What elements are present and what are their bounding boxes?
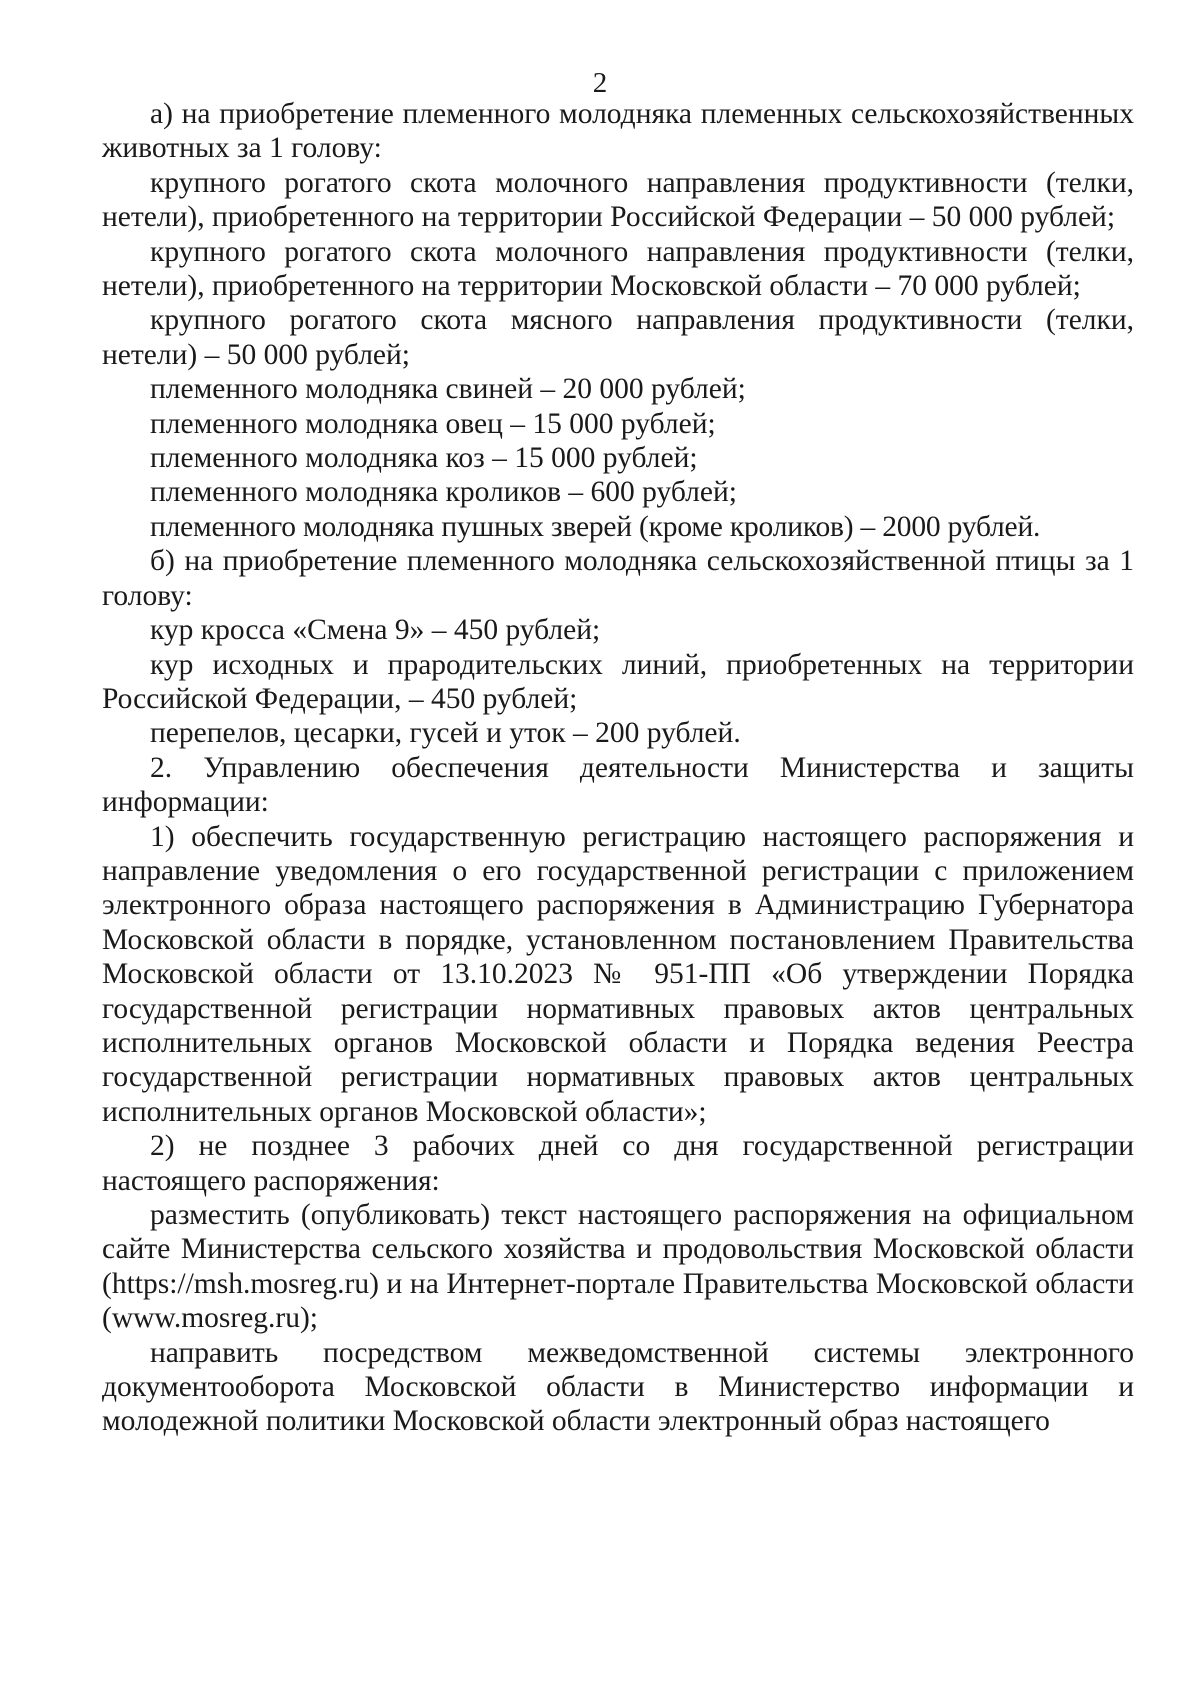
- paragraph-publish: разместить (опубликовать) текст настоящего распоряжения на официальном сайте Министерства сельского хозяйства и продовольствия Московской области (https://msh.mosreg.ru) и на Интернет-портале Правительства Московской области (www.mosreg.ru);: [102, 1199, 1134, 1335]
- paragraph-quail-geese: перепелов, цесарки, гусей и уток – 200 рублей.: [150, 717, 741, 750]
- paragraph-hens-lines: кур исходных и прародительских линий, приобретенных на территории Российской Федерации, – 450 рублей;: [102, 648, 1134, 715]
- paragraph-hens-smena: кур кросса «Смена 9» – 450 рублей;: [150, 614, 601, 647]
- page-number: 2: [592, 67, 608, 99]
- paragraph-b-intro: б) на приобретение племенного молодняка сельскохозяйственной птицы за 1 голову:: [102, 545, 1134, 612]
- paragraph-cattle-meat: крупного рогатого скота мясного направления продуктивности (телки, нетели) – 50 000 рублей;: [102, 304, 1134, 371]
- paragraph-send-edms: направить посредством межведомственной системы электронного документооборота Московской области в Министерство информации и молодежной политики Московской области электронный образ настоящего: [102, 1336, 1134, 1438]
- paragraph-rabbits: племенного молодняка кроликов – 600 рублей;: [150, 476, 737, 509]
- paragraph-sheep: племенного молодняка овец – 15 000 рублей;: [150, 407, 716, 440]
- paragraph-a-intro: а) на приобретение племенного молодняка племенных сельскохозяйственных животных за 1 голову:: [102, 98, 1134, 165]
- paragraph-2-2-deadline: 2) не позднее 3 рабочих дней со дня государственной регистрации настоящего распоряжения:: [102, 1130, 1134, 1197]
- paragraph-pigs: племенного молодняка свиней – 20 000 рублей;: [150, 373, 746, 406]
- paragraph-2-1-registration: 1) обеспечить государственную регистрацию настоящего распоряжения и направление уведомления о его государственной регистрации с приложением электронного образа настоящего распоряжения в Администрацию Губернатора Московской области в порядке, установленном постановлением Правительства Московской области от 13.10.2023 № 951-ПП «Об утверждении Порядка государственной регистрации нормативных правовых актов центральных исполнительных органов Московской области и Порядка ведения Реестра государственной регистрации нормативных правовых актов центральных исполнительных органов Московской области»;: [102, 820, 1134, 1128]
- paragraph-goats: племенного молодняка коз – 15 000 рублей;: [150, 442, 698, 475]
- paragraph-cattle-dairy-mo: крупного рогатого скота молочного направления продуктивности (телки, нетели), приобретенного на территории Московской области – 70 000 рублей;: [102, 235, 1134, 303]
- paragraph-fur-animals: племенного молодняка пушных зверей (кроме кроликов) – 2000 рублей.: [150, 510, 1041, 543]
- paragraph-2-directorate: 2. Управлению обеспечения деятельности Министерства и защиты информации:: [102, 751, 1134, 819]
- paragraph-cattle-dairy-rf: крупного рогатого скота молочного направления продуктивности (телки, нетели), приобретенного на территории Российской Федерации – 50 000 рублей;: [102, 166, 1134, 234]
- document-body: [102, 97, 1134, 1439]
